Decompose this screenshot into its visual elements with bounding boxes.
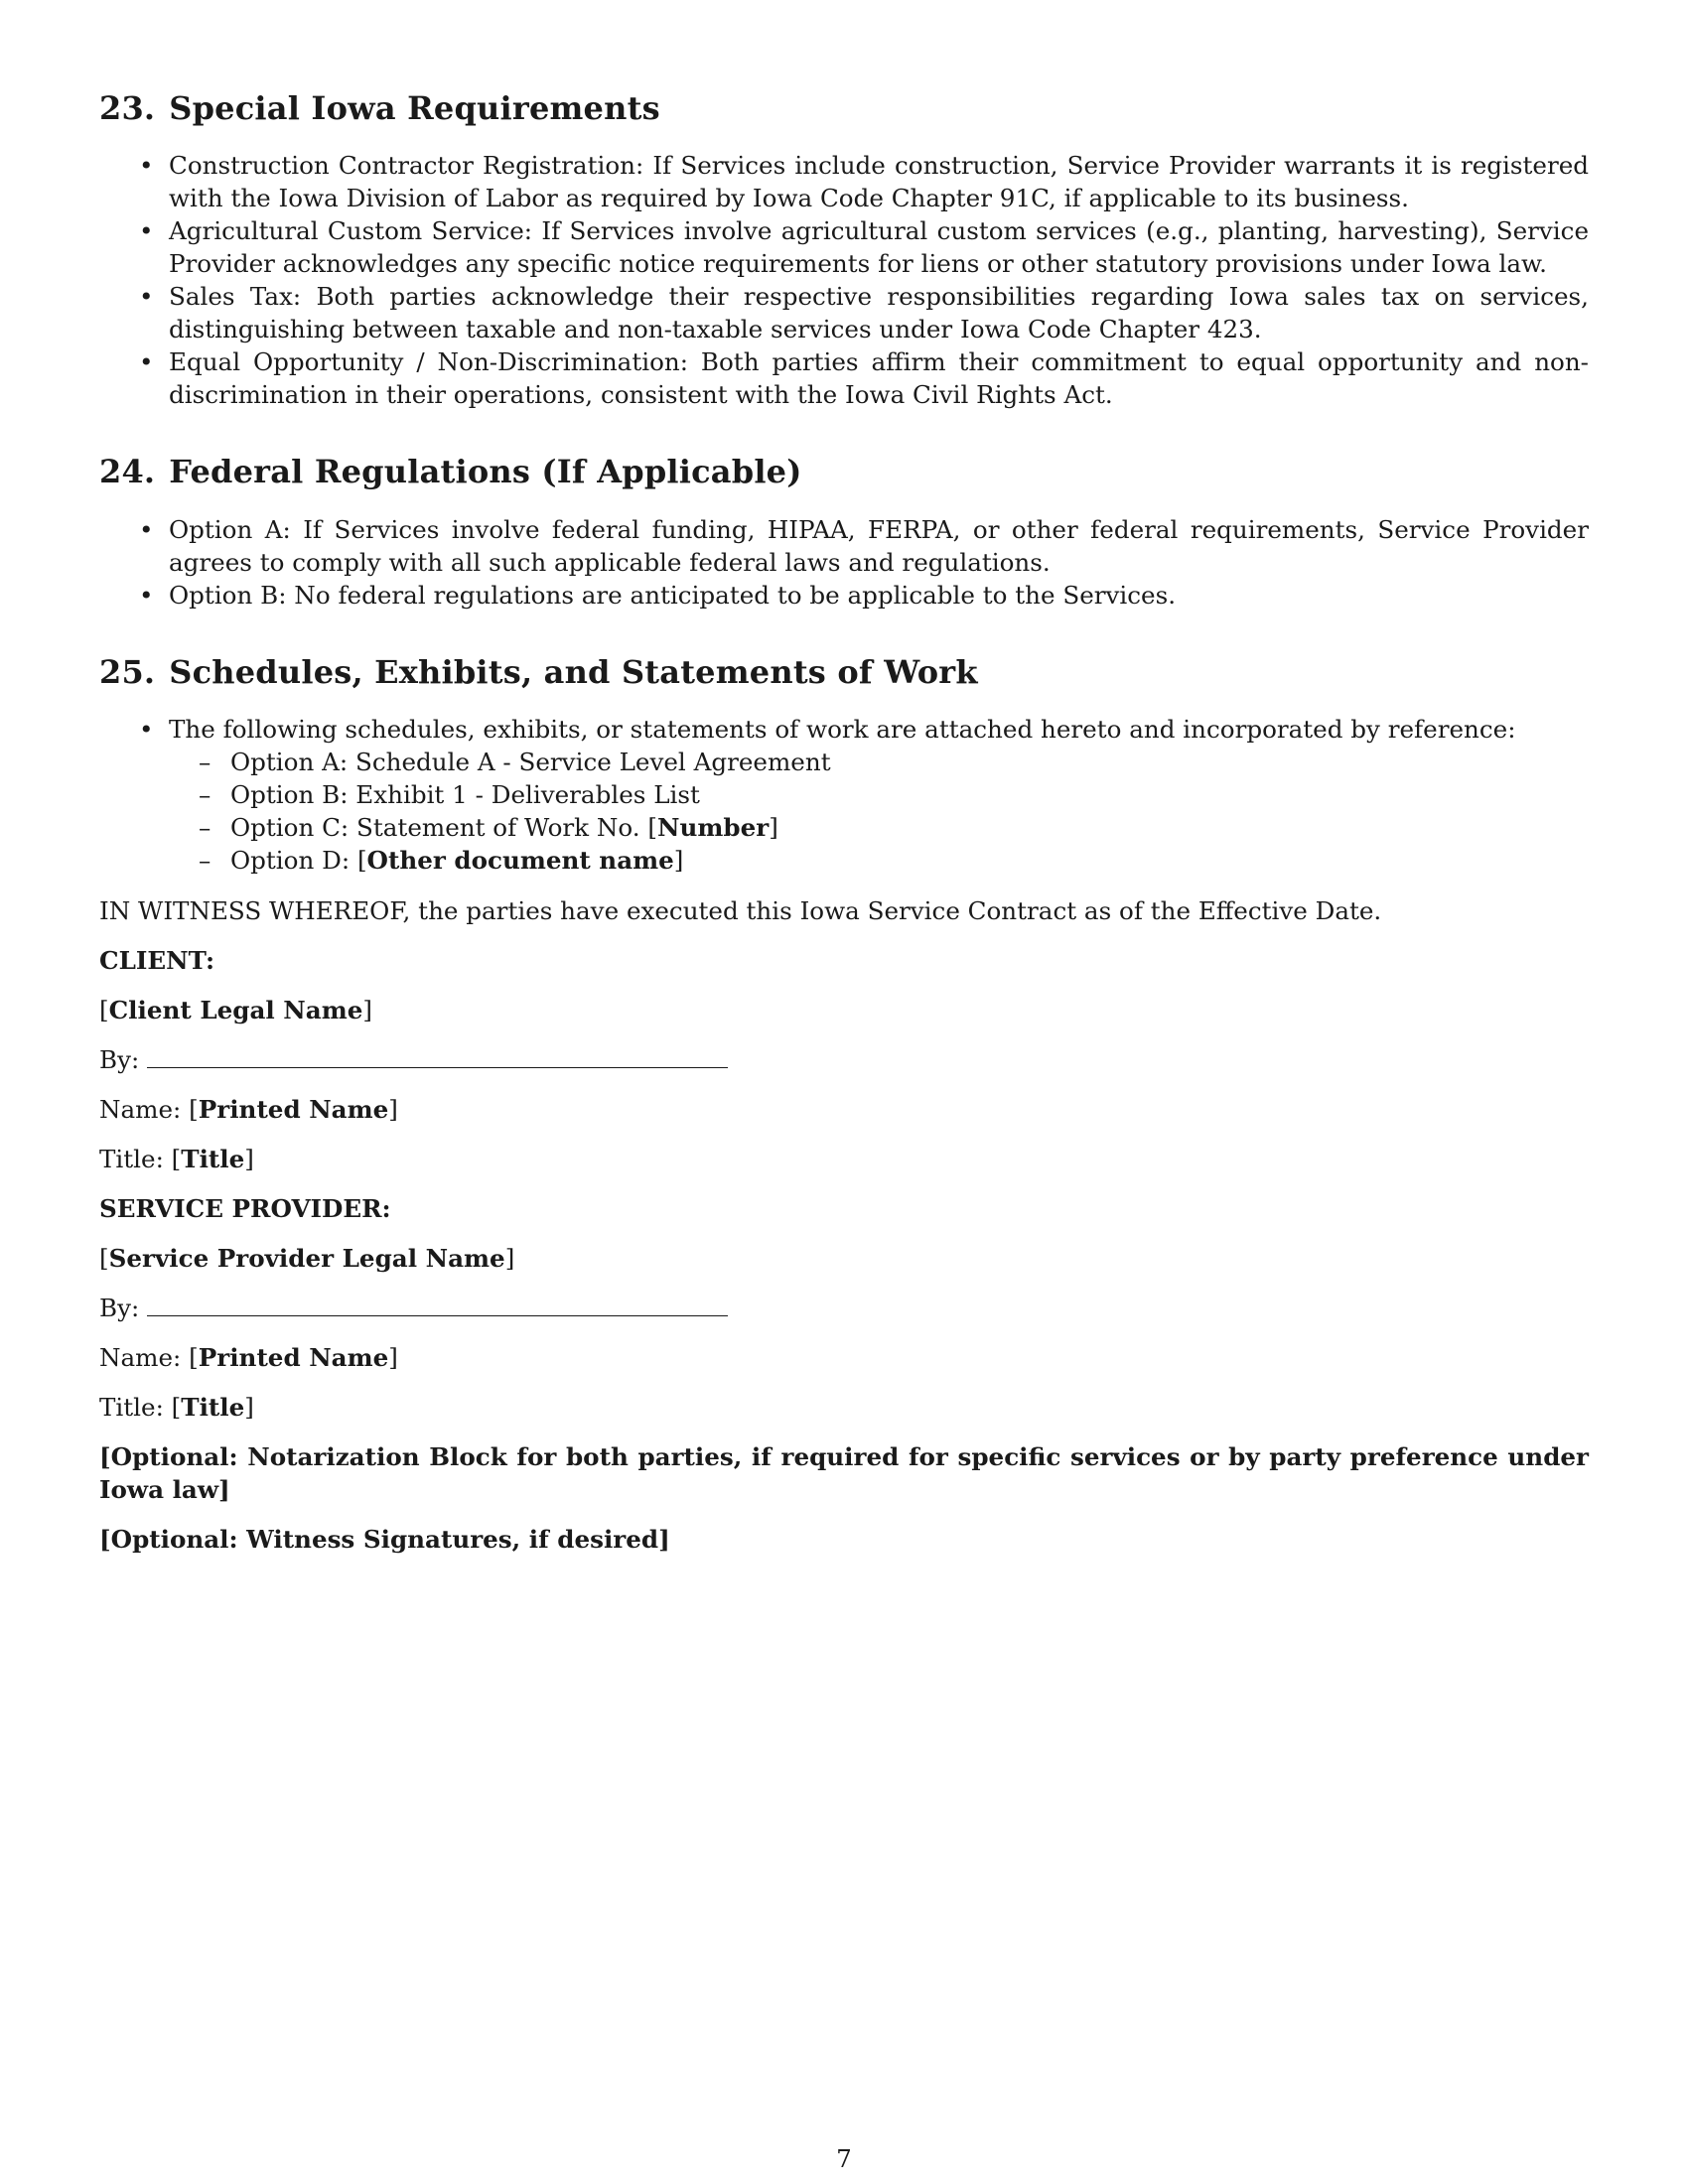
signature-field[interactable] — [147, 1292, 728, 1316]
section-heading: 25. Schedules, Exhibits, and Statements of Work — [99, 652, 978, 691]
sub-list-item: – Option A: Schedule A - Service Level Agreement — [230, 746, 1589, 778]
bullet-list — [99, 713, 1589, 877]
provider-printed-name: Name: [Printed Name] — [99, 1343, 398, 1373]
list-item: • Sales Tax: Both parties acknowledge their respective responsibilities regarding Iowa sales tax on services, distinguishing between taxable and non-taxable services under Iowa Code Chapter 423. — [169, 280, 1589, 345]
optional-witness-note: [Optional: Witness Signatures, if desired] — [99, 1525, 670, 1555]
sub-list — [169, 746, 1589, 877]
bullet-list — [99, 149, 1589, 411]
sub-list-item: – Option D: [Other document name] — [230, 844, 1589, 877]
provider-heading: SERVICE PROVIDER: — [99, 1194, 391, 1224]
witness-statement: IN WITNESS WHEREOF, the parties have executed this Iowa Service Contract as of the Effective Date. — [99, 896, 1382, 926]
bullet-list — [99, 513, 1589, 612]
section-heading: 24. Federal Regulations (If Applicable) — [99, 453, 802, 491]
provider-title: Title: [Title] — [99, 1393, 254, 1423]
section-25 — [99, 653, 1589, 877]
section-23 — [99, 89, 1589, 411]
sub-list-item: – Option B: Exhibit 1 - Deliverables List — [230, 778, 1589, 811]
client-heading: CLIENT: — [99, 946, 215, 976]
provider-legal-name: [Service Provider Legal Name] — [99, 1244, 515, 1274]
section-24 — [99, 453, 1589, 611]
list-item: • Construction Contractor Registration: If Services include construction, Service Provider warrants it is registered with the Iowa Division of Labor as required by Iowa Code Chapter 91C, if applicable to its business. — [169, 149, 1589, 214]
optional-notarization-note: [Optional: Notarization Block for both parties, if required for specific services or by party preference under Iowa law] — [99, 1442, 1589, 1505]
client-title: Title: [Title] — [99, 1145, 254, 1174]
client-signature-line: By: — [99, 1043, 1589, 1076]
list-item: • The following schedules, exhibits, or statements of work are attached hereto and incorporated by reference: – Option A: Schedule A - Service Level Agreement – Option B: Exhibit 1 - Deliverables List – Option C: Statement of Work No. [Number] – Option D: [Other document name] — [169, 713, 1589, 877]
sub-list-item: – Option C: Statement of Work No. [Number] — [230, 811, 1589, 844]
section-heading: 23. Special Iowa Requirements — [99, 89, 660, 127]
list-item: • Agricultural Custom Service: If Services involve agricultural custom services (e.g., planting, harvesting), Service Provider acknowledges any specific notice requirements for liens or other statutory provisions under Iowa law. — [169, 214, 1589, 280]
client-printed-name: Name: [Printed Name] — [99, 1095, 398, 1125]
client-legal-name: [Client Legal Name] — [99, 996, 372, 1025]
page-number: 7 — [836, 2144, 852, 2173]
provider-signature-line: By: — [99, 1292, 1589, 1324]
signature-field[interactable] — [147, 1043, 728, 1068]
list-item: • Option A: If Services involve federal funding, HIPAA, FERPA, or other federal requirements, Service Provider agrees to comply with all such applicable federal laws and regulations. — [169, 513, 1589, 579]
document-page — [99, 89, 1589, 1572]
list-item: • Equal Opportunity / Non-Discrimination: Both parties affirm their commitment to equal opportunity and non-discrimination in their operations, consistent with the Iowa Civil Rights Act. — [169, 345, 1589, 411]
list-item: • Option B: No federal regulations are anticipated to be applicable to the Services. — [169, 579, 1589, 612]
